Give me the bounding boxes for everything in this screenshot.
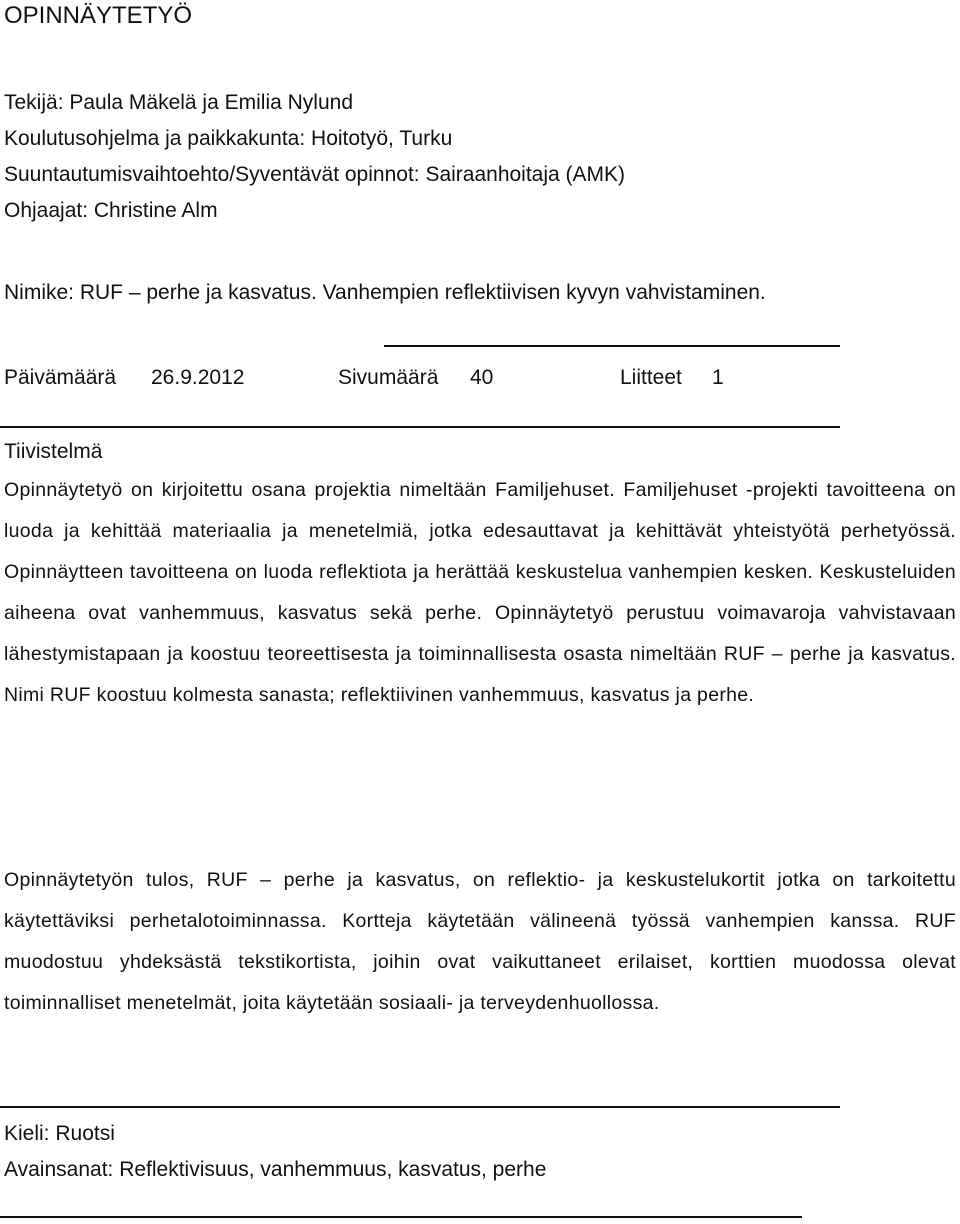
supervisors-line: Ohjaajat: Christine Alm (4, 199, 218, 222)
abstract-heading: Tiivistelmä (4, 440, 103, 463)
specialization-line: Suuntautumisvaihtoehto/Syventävät opinnot: Sairaanhoitaja (AMK) (4, 163, 626, 186)
language-line: Kieli: Ruotsi (4, 1122, 115, 1145)
date-label: Päivämäärä (4, 366, 117, 389)
divider-rule (384, 345, 840, 347)
abstract-paragraph: Opinnäytetyö on kirjoitettu osana projektia nimeltään Familjehuset. Familjehuset -projekti tavoitteena on luoda ja kehittää materiaalia ja menetelmiä, jotka edesauttavat ja kehittävät yhteistyötä perhetyössä. Opinnäytteen tavoitteena on luoda reflektiota ja herättää keskustelua vanhempien kesken. Keskusteluiden aiheena ovat vanhemmuus, kasvatus sekä perhe. Opinnäytetyö perustuu voimavaroja vahvistavaan lähestymistapaan ja koostuu teoreettisesta ja toiminnallisesta osasta nimeltään RUF – perhe ja kasvatus. Nimi RUF koostuu kolmesta sanasta; reflektiivinen vanhemmuus, kasvatus ja perhe. (4, 479, 956, 706)
attachments-label: Liitteet (620, 366, 682, 389)
divider-rule (0, 426, 840, 428)
pages-label: Sivumäärä (338, 366, 439, 389)
divider-rule (0, 1106, 840, 1108)
date-value: 26.9.2012 (151, 366, 245, 389)
authors-line: Tekijä: Paula Mäkelä ja Emilia Nylund (4, 91, 353, 114)
keywords-line: Avainsanat: Reflektivisuus, vanhemmuus, kasvatus, perhe (4, 1158, 547, 1181)
document-title: OPINNÄYTETYÖ (4, 2, 193, 29)
pages-value: 40 (470, 366, 494, 389)
subject-line: Nimike: RUF – perhe ja kasvatus. Vanhempien reflektiivisen kyvyn vahvistaminen. (4, 281, 766, 304)
divider-rule (0, 1216, 802, 1218)
abstract-paragraph: Opinnäytetyön tulos, RUF – perhe ja kasvatus, on reflektio- ja keskustelukortit jotka on tarkoitettu käytettäviksi perhetalotoiminnassa. Kortteja käytetään välineenä työssä vanhempien kanssa. RUF muodostuu yhdeksästä tekstikortista, joihin ovat vaikuttaneet erilaiset, korttien muodossa olevat toiminnalliset menetelmät, joita käytetään sosiaali- ja terveydenhuollossa. (4, 869, 956, 1014)
program-line: Koulutusohjelma ja paikkakunta: Hoitotyö, Turku (4, 127, 453, 150)
attachments-value: 1 (712, 366, 724, 389)
